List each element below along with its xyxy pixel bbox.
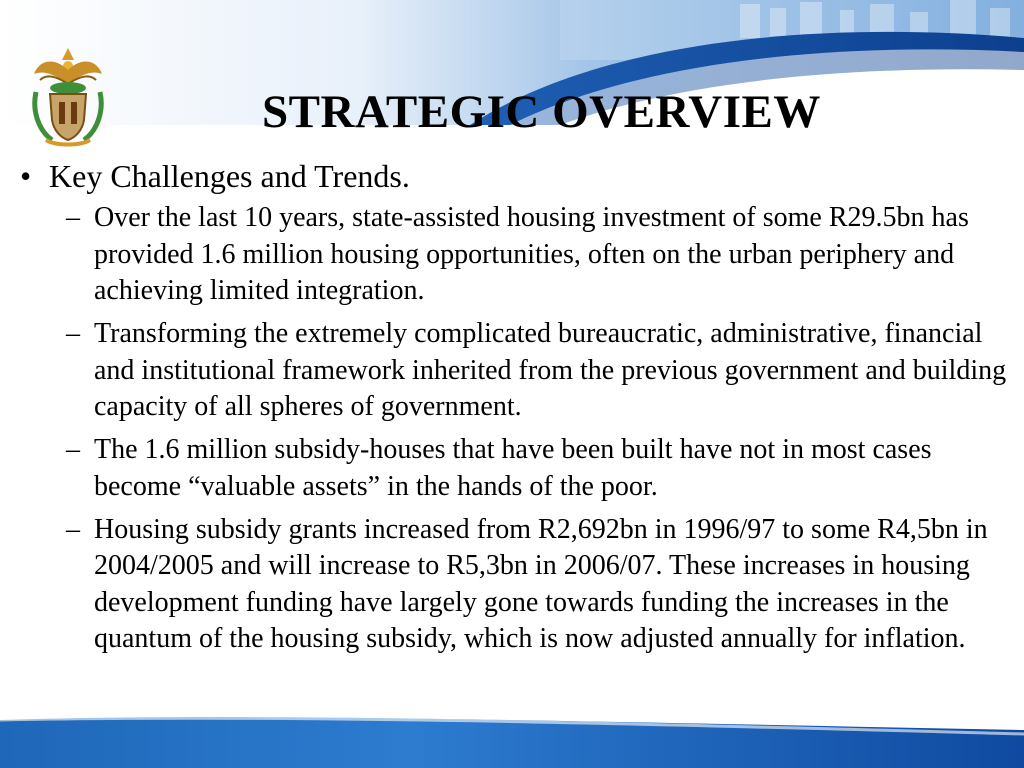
slide-title: STRATEGIC OVERVIEW <box>262 86 821 138</box>
dash-icon: – <box>66 202 80 233</box>
sub-bullet-text: Transforming the extremely complicated bureaucratic, administrative, financial and institutional framework inherited from the previous government and building capacity of all spheres of government. <box>94 318 1007 422</box>
sub-bullet-text: Over the last 10 years, state-assisted housing investment of some R29.5bn has provided 1.6 million housing opportunities, often on the urban periphery and achieving limited integration. <box>94 202 969 306</box>
sub-bullet-item <box>14 200 1014 310</box>
footer-banner <box>0 712 1024 768</box>
dash-icon: – <box>66 434 80 465</box>
sub-bullet-text: Housing subsidy grants increased from R2,692bn in 1996/97 to some R4,5bn in 2004/2005 and will increase to R5,3bn in 2006/07. These increases in housing development funding have largely gone towards funding the increases in the quantum of the housing subsidy, which is now adjusted annually for inflation. <box>94 513 988 654</box>
content-area <box>14 156 1014 664</box>
sub-bullet-list <box>14 200 1014 658</box>
dash-icon: – <box>66 318 80 349</box>
sub-bullet-item <box>14 316 1014 426</box>
sub-bullet-text: The 1.6 million subsidy-houses that have been built have not in most cases become “valuable assets” in the hands of the poor. <box>94 434 932 502</box>
south-africa-coat-of-arms-icon <box>26 44 110 148</box>
sub-bullet-item <box>14 432 1014 505</box>
dash-icon: – <box>66 513 80 545</box>
main-bullet-text: Key Challenges and Trends. <box>49 158 410 194</box>
bullet-icon: • <box>20 158 32 194</box>
sub-bullet-item <box>14 512 1014 658</box>
main-bullet <box>14 156 1014 196</box>
